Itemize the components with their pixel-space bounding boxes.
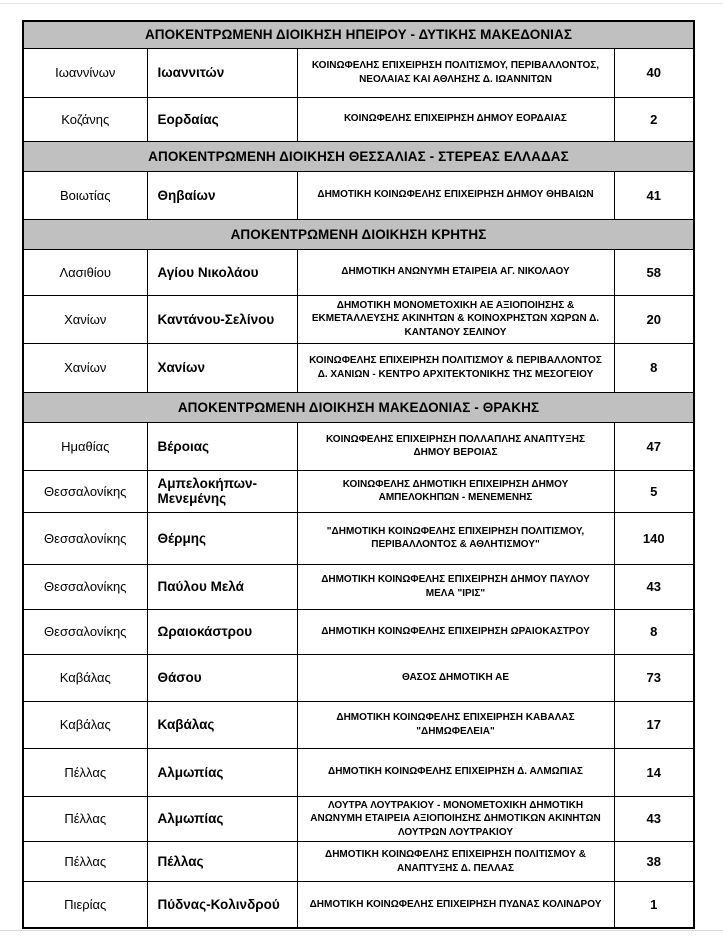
page-edge-line-bottom	[0, 930, 723, 931]
section-header: ΑΠΟΚΕΝΤΡΩΜΕΝΗ ΔΙΟΙΚΗΣΗ ΚΡΗΤΗΣ	[23, 219, 694, 249]
enterprise-cell: ΘΑΣΟΣ ΔΗΜΟΤΙΚΗ ΑΕ	[297, 654, 614, 701]
enterprise-cell: ΔΗΜΟΤΙΚΗ ΚΟΙΝΩΦΕΛΗΣ ΕΠΙΧΕΙΡΗΣΗ Δ. ΑΛΜΩΠΙΑΣ	[297, 748, 614, 796]
prefecture-cell: Θεσσαλονίκης	[23, 609, 147, 654]
section-header: ΑΠΟΚΕΝΤΡΩΜΕΝΗ ΔΙΟΙΚΗΣΗ ΗΠΕΙΡΟΥ - ΔΥΤΙΚΗΣ ΜΑΚΕΔΟΝΙΑΣ	[23, 21, 694, 48]
count-cell: 40	[614, 48, 694, 97]
prefecture-cell: Καβάλας	[23, 701, 147, 748]
count-cell: 14	[614, 748, 694, 796]
count-cell: 2	[614, 97, 694, 141]
enterprise-cell: ΔΗΜΟΤΙΚΗ ΚΟΙΝΩΦΕΛΗΣ ΕΠΙΧΕΙΡΗΣΗ ΔΗΜΟΥ ΠΑΥΛΟΥ ΜΕΛΑ "ΙΡΙΣ"	[297, 564, 614, 609]
municipality-cell: Θάσου	[147, 654, 297, 701]
prefecture-cell: Λασιθίου	[23, 249, 147, 295]
municipality-cell: Καντάνου-Σελίνου	[147, 295, 297, 343]
table-row	[23, 654, 694, 701]
municipality-cell: Πύδνας-Κολινδρού	[147, 882, 297, 928]
table-row	[23, 422, 694, 470]
prefecture-cell: Πέλλας	[23, 748, 147, 796]
table-row	[23, 882, 694, 928]
prefecture-cell: Πέλλας	[23, 796, 147, 842]
enterprise-cell: ΔΗΜΟΤΙΚΗ ΚΟΙΝΩΦΕΛΗΣ ΕΠΙΧΕΙΡΗΣΗ ΔΗΜΟΥ ΘΗΒΑΙΩΝ	[297, 171, 614, 219]
prefecture-cell: Κοζάνης	[23, 97, 147, 141]
section-header: ΑΠΟΚΕΝΤΡΩΜΕΝΗ ΔΙΟΙΚΗΣΗ ΜΑΚΕΔΟΝΙΑΣ - ΘΡΑΚΗΣ	[23, 392, 694, 422]
enterprise-cell: ΚΟΙΝΩΦΕΛΗΣ ΔΗΜΟΤΙΚΗ ΕΠΙΧΕΙΡΗΣΗ ΔΗΜΟΥ ΑΜΠΕΛΟΚΗΠΩΝ - ΜΕΝΕΜΕΝΗΣ	[297, 470, 614, 512]
section-header: ΑΠΟΚΕΝΤΡΩΜΕΝΗ ΔΙΟΙΚΗΣΗ ΘΕΣΣΑΛΙΑΣ - ΣΤΕΡΕΑΣ ΕΛΛΑΔΑΣ	[23, 141, 694, 171]
municipality-cell: Αμπελοκήπων-Μενεμένης	[147, 470, 297, 512]
table-row	[23, 171, 694, 219]
section-header-row	[23, 219, 694, 249]
count-cell: 8	[614, 343, 694, 392]
section-header-row	[23, 21, 694, 48]
count-cell: 38	[614, 842, 694, 882]
municipality-cell: Ιωαννιτών	[147, 48, 297, 97]
municipality-cell: Χανίων	[147, 343, 297, 392]
section-header-row	[23, 392, 694, 422]
table-row	[23, 609, 694, 654]
municipality-cell: Θηβαίων	[147, 171, 297, 219]
table-row	[23, 701, 694, 748]
table-row	[23, 295, 694, 343]
table-row	[23, 48, 694, 97]
prefecture-cell: Πιερίας	[23, 882, 147, 928]
prefecture-cell: Χανίων	[23, 295, 147, 343]
prefecture-cell: Βοιωτίας	[23, 171, 147, 219]
enterprise-cell: ΔΗΜΟΤΙΚΗ ΚΟΙΝΩΦΕΛΗΣ ΕΠΙΧΕΙΡΗΣΗ ΩΡΑΙΟΚΑΣΤΡΟΥ	[297, 609, 614, 654]
count-cell: 43	[614, 796, 694, 842]
count-cell: 1	[614, 882, 694, 928]
municipality-cell: Πέλλας	[147, 842, 297, 882]
prefecture-cell: Ημαθίας	[23, 422, 147, 470]
table-row	[23, 470, 694, 512]
prefecture-cell: Χανίων	[23, 343, 147, 392]
table-row	[23, 796, 694, 842]
table-row	[23, 748, 694, 796]
count-cell: 73	[614, 654, 694, 701]
table-row	[23, 97, 694, 141]
enterprise-cell: ΔΗΜΟΤΙΚΗ ΑΝΩΝΥΜΗ ΕΤΑΙΡΕΙΑ ΑΓ. ΝΙΚΟΛΑΟΥ	[297, 249, 614, 295]
enterprise-cell: ΔΗΜΟΤΙΚΗ ΜΟΝΟΜΕΤΟΧΙΚΗ ΑΕ ΑΞΙΟΠΟΙΗΣΗΣ & ΕΚΜΕΤΑΛΛΕΥΣΗΣ ΑΚΙΝΗΤΩΝ & ΚΟΙΝΟΧΡΗΣΤΩΝ ΧΩΡΩΝ Δ. ΚΑΝΤΑΝΟΥ ΣΕΛΙΝΟΥ	[297, 295, 614, 343]
table-row	[23, 512, 694, 564]
count-cell: 5	[614, 470, 694, 512]
entities-table	[22, 20, 695, 929]
prefecture-cell: Καβάλας	[23, 654, 147, 701]
municipality-cell: Εορδαίας	[147, 97, 297, 141]
prefecture-cell: Ιωαννίνων	[23, 48, 147, 97]
enterprise-cell: ΚΟΙΝΩΦΕΛΗΣ ΕΠΙΧΕΙΡΗΣΗ ΠΟΛΙΤΙΣΜΟΥ, ΠΕΡΙΒΑΛΛΟΝΤΟΣ, ΝΕΟΛΑΙΑΣ ΚΑΙ ΑΘΛΗΣΗΣ Δ. ΙΩΑΝΝΙΤΩΝ	[297, 48, 614, 97]
enterprise-cell: ΛΟΥΤΡΑ ΛΟΥΤΡΑΚΙΟΥ - ΜΟΝΟΜΕΤΟΧΙΚΗ ΔΗΜΟΤΙΚΗ ΑΝΩΝΥΜΗ ΕΤΑΙΡΕΙΑ ΑΞΙΟΠΟΙΗΣΗΣ ΔΗΜΟΤΙΚΩΝ ΑΚΙΝΗΤΩΝ ΛΟΥΤΡΩΝ ΛΟΥΤΡΑΚΙΟΥ	[297, 796, 614, 842]
municipality-cell: Αλμωπίας	[147, 796, 297, 842]
enterprise-cell: ΚΟΙΝΩΦΕΛΗΣ ΕΠΙΧΕΙΡΗΣΗ ΠΟΛΛΑΠΛΗΣ ΑΝΑΠΤΥΞΗΣ ΔΗΜΟΥ ΒΕΡΟΙΑΣ	[297, 422, 614, 470]
municipality-cell: Βέροιας	[147, 422, 297, 470]
enterprise-cell: ΔΗΜΟΤΙΚΗ ΚΟΙΝΩΦΕΛΗΣ ΕΠΙΧΕΙΡΗΣΗ ΠΥΔΝΑΣ ΚΟΛΙΝΔΡΟΥ	[297, 882, 614, 928]
municipality-cell: Αγίου Νικολάου	[147, 249, 297, 295]
section-header-row	[23, 141, 694, 171]
enterprise-cell: "ΔΗΜΟΤΙΚΗ ΚΟΙΝΩΦΕΛΗΣ ΕΠΙΧΕΙΡΗΣΗ ΠΟΛΙΤΙΣΜΟΥ, ΠΕΡΙΒΑΛΛΟΝΤΟΣ & ΑΘΛΗΤΙΣΜΟΥ"	[297, 512, 614, 564]
municipality-cell: Παύλου Μελά	[147, 564, 297, 609]
enterprise-cell: ΚΟΙΝΩΦΕΛΗΣ ΕΠΙΧΕΙΡΗΣΗ ΠΟΛΙΤΙΣΜΟΥ & ΠΕΡΙΒΑΛΛΟΝΤΟΣ Δ. ΧΑΝΙΩΝ - ΚΕΝΤΡΟ ΑΡΧΙΤΕΚΤΟΝΙΚΗΣ ΤΗΣ ΜΕΣΟΓΕΙΟΥ	[297, 343, 614, 392]
enterprise-cell: ΔΗΜΟΤΙΚΗ ΚΟΙΝΩΦΕΛΗΣ ΕΠΙΧΕΙΡΗΣΗ ΚΑΒΑΛΑΣ "ΔΗΜΩΦΕΛΕΙΑ"	[297, 701, 614, 748]
count-cell: 8	[614, 609, 694, 654]
table-row	[23, 343, 694, 392]
prefecture-cell: Θεσσαλονίκης	[23, 512, 147, 564]
count-cell: 58	[614, 249, 694, 295]
prefecture-cell: Πέλλας	[23, 842, 147, 882]
table-row	[23, 249, 694, 295]
prefecture-cell: Θεσσαλονίκης	[23, 470, 147, 512]
municipality-cell: Καβάλας	[147, 701, 297, 748]
count-cell: 20	[614, 295, 694, 343]
table-row	[23, 842, 694, 882]
count-cell: 140	[614, 512, 694, 564]
municipality-cell: Θέρμης	[147, 512, 297, 564]
municipality-cell: Αλμωπίας	[147, 748, 297, 796]
count-cell: 43	[614, 564, 694, 609]
count-cell: 17	[614, 701, 694, 748]
enterprise-cell: ΚΟΙΝΩΦΕΛΗΣ ΕΠΙΧΕΙΡΗΣΗ ΔΗΜΟΥ ΕΟΡΔΑΙΑΣ	[297, 97, 614, 141]
prefecture-cell: Θεσσαλονίκης	[23, 564, 147, 609]
page-edge-line-top	[0, 3, 723, 4]
municipality-cell: Ωραιοκάστρου	[147, 609, 297, 654]
count-cell: 41	[614, 171, 694, 219]
enterprise-cell: ΔΗΜΟΤΙΚΗ ΚΟΙΝΩΦΕΛΗΣ ΕΠΙΧΕΙΡΗΣΗ ΠΟΛΙΤΙΣΜΟΥ & ΑΝΑΠΤΥΞΗΣ Δ. ΠΕΛΛΑΣ	[297, 842, 614, 882]
table-row	[23, 564, 694, 609]
count-cell: 47	[614, 422, 694, 470]
